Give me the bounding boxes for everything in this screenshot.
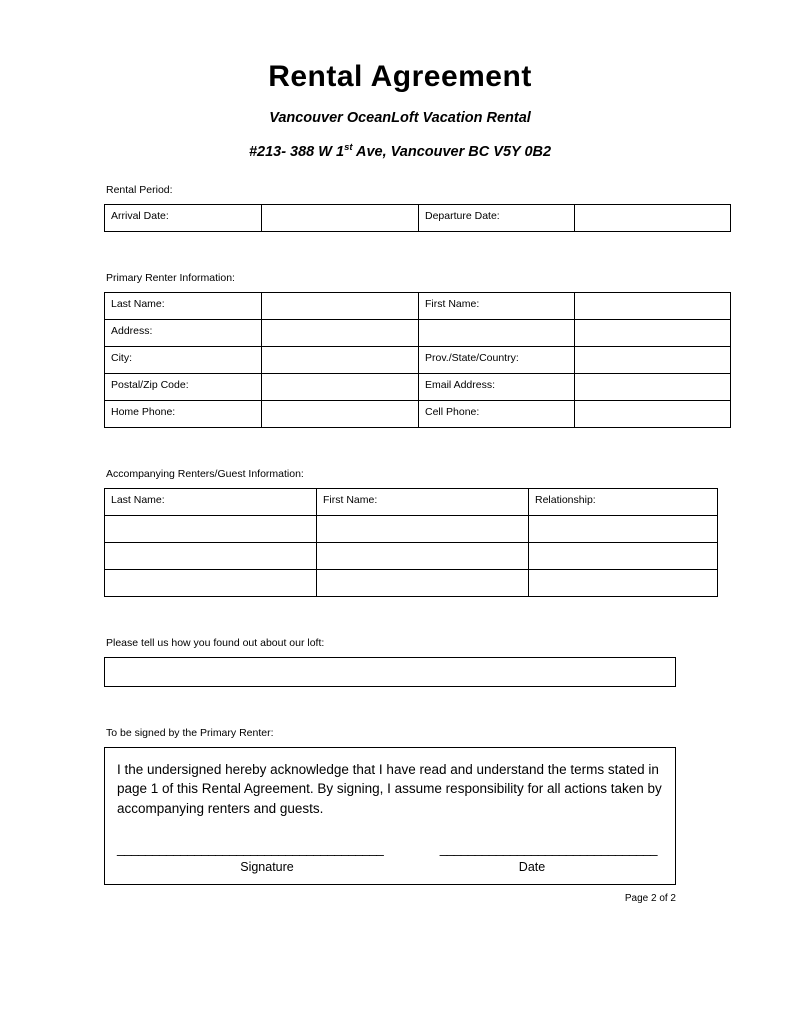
postal-code-label: Postal/Zip Code: <box>105 373 262 400</box>
referral-input[interactable] <box>104 657 676 687</box>
address-prefix: #213- 388 W 1 <box>248 143 345 160</box>
document-content <box>104 60 696 904</box>
city-field[interactable] <box>262 346 419 373</box>
table-row <box>105 292 731 319</box>
guest-first-name-field[interactable] <box>317 569 529 596</box>
section-label-referral: Please tell us how you found out about our loft: <box>106 636 325 649</box>
guest-last-name-field[interactable] <box>105 542 317 569</box>
arrival-date-label: Arrival Date: <box>105 204 262 231</box>
signature-line[interactable]: ______________________________________ <box>117 840 384 856</box>
last-name-label: Last Name: <box>105 292 262 319</box>
section-label-primary-renter: Primary Renter Information: <box>106 271 235 284</box>
address-ordinal-suffix: st <box>344 142 353 153</box>
departure-date-label: Departure Date: <box>419 204 575 231</box>
guest-last-name-field[interactable] <box>105 515 317 542</box>
guest-relationship-field[interactable] <box>529 515 718 542</box>
page-title: Rental Agreement <box>268 60 532 93</box>
signature-block <box>104 747 676 885</box>
guest-last-name-field[interactable] <box>105 569 317 596</box>
section-label-guests: Accompanying Renters/Guest Information: <box>106 467 304 480</box>
email-label: Email Address: <box>419 373 575 400</box>
guest-relationship-field[interactable] <box>529 542 718 569</box>
last-name-field[interactable] <box>262 292 419 319</box>
table-header-row <box>105 488 718 515</box>
table-row <box>105 569 718 596</box>
page-footer: Page 2 of 2 <box>624 892 676 904</box>
departure-date-field[interactable] <box>575 204 731 231</box>
address-field[interactable] <box>262 319 419 346</box>
guest-header-relationship: Relationship: <box>529 488 718 515</box>
table-row <box>105 346 731 373</box>
signature-lines <box>117 841 657 856</box>
date-line[interactable]: _______________________________ <box>439 840 657 856</box>
guest-relationship-field[interactable] <box>529 569 718 596</box>
home-phone-field[interactable] <box>262 400 419 427</box>
first-name-label: First Name: <box>419 292 575 319</box>
table-row <box>105 542 718 569</box>
city-label: City: <box>105 346 262 373</box>
email-field[interactable] <box>575 373 731 400</box>
section-label-rental-period: Rental Period: <box>106 183 173 196</box>
province-country-field[interactable] <box>575 346 731 373</box>
primary-renter-table <box>104 292 731 428</box>
signature-caption: Signature <box>240 859 294 874</box>
table-row <box>105 204 731 231</box>
home-phone-label: Home Phone: <box>105 400 262 427</box>
address-extra-field[interactable] <box>575 319 731 346</box>
table-row <box>105 319 731 346</box>
table-row <box>105 373 731 400</box>
first-name-field[interactable] <box>575 292 731 319</box>
signature-captions <box>117 860 663 874</box>
address-label: Address: <box>105 319 262 346</box>
signature-statement: I the undersigned hereby acknowledge that I have read and understand the terms stated in page 1 of this Rental Agreement. By signing, I assume responsibility for all actions taken by accompanying renters and guests. <box>117 761 662 816</box>
guest-first-name-field[interactable] <box>317 515 529 542</box>
province-country-label: Prov./State/Country: <box>419 346 575 373</box>
address-extra-label <box>419 319 575 346</box>
rental-period-table <box>104 204 731 232</box>
guest-header-last-name: Last Name: <box>105 488 317 515</box>
arrival-date-field[interactable] <box>262 204 419 231</box>
table-row <box>105 515 718 542</box>
guest-first-name-field[interactable] <box>317 542 529 569</box>
cell-phone-label: Cell Phone: <box>419 400 575 427</box>
table-row <box>105 400 731 427</box>
document-subtitle-address <box>104 142 696 160</box>
postal-code-field[interactable] <box>262 373 419 400</box>
address-rest: Ave, Vancouver BC V5Y 0B2 <box>352 143 552 160</box>
guests-table <box>104 488 718 597</box>
date-caption: Date <box>518 859 546 874</box>
cell-phone-field[interactable] <box>575 400 731 427</box>
section-label-signature: To be signed by the Primary Renter: <box>106 726 274 739</box>
guest-header-first-name: First Name: <box>317 488 529 515</box>
document-subtitle-property: Vancouver OceanLoft Vacation Rental <box>269 110 531 126</box>
